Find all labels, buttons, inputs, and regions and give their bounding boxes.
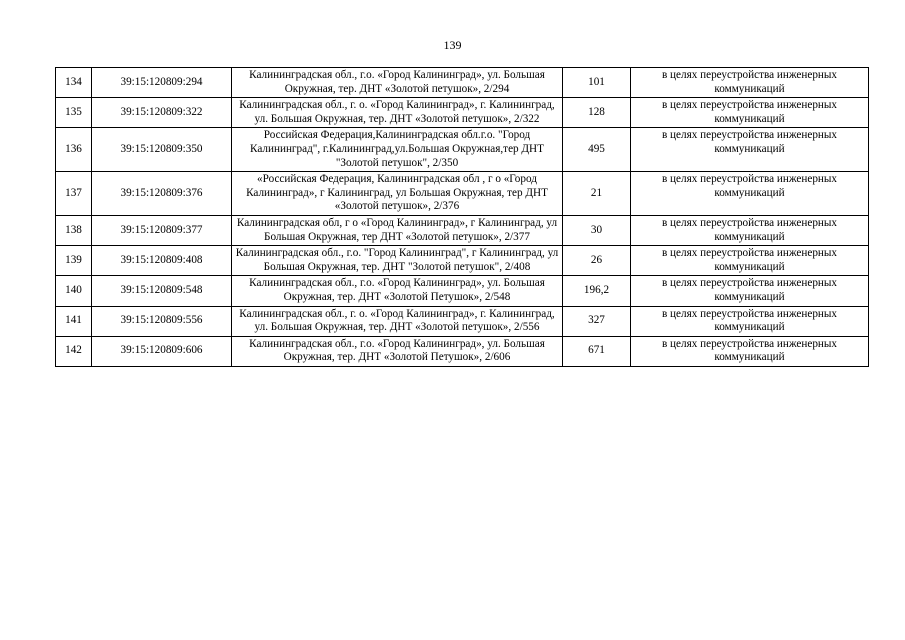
area: 128	[563, 98, 631, 128]
purpose: в целях переустройства инженерных коммуникаций	[631, 68, 869, 98]
area: 196,2	[563, 276, 631, 306]
table-row	[56, 336, 869, 366]
area: 495	[563, 128, 631, 172]
row-number: 136	[56, 128, 92, 172]
purpose: в целях переустройства инженерных коммуникаций	[631, 276, 869, 306]
address: Калининградская обл., г. о. «Город Калининград», г. Калининград, ул. Большая Окружная, тер. ДНТ «Золотой петушок», 2/322	[232, 98, 563, 128]
row-number: 141	[56, 306, 92, 336]
row-number: 139	[56, 246, 92, 276]
table-row	[56, 68, 869, 98]
purpose: в целях переустройства инженерных коммуникаций	[631, 246, 869, 276]
row-number: 137	[56, 172, 92, 216]
area: 21	[563, 172, 631, 216]
purpose: в целях переустройства инженерных коммуникаций	[631, 172, 869, 216]
row-number: 138	[56, 215, 92, 245]
address: Российская Федерация,Калининградская обл.г.о. "Город Калининград", г.Калининград,ул.Большая Окружная,тер ДНТ "Золотой петушок", 2/350	[232, 128, 563, 172]
cadastral-number: 39:15:120809:294	[92, 68, 232, 98]
table-row	[56, 128, 869, 172]
area: 671	[563, 336, 631, 366]
address: Калининградская обл., г.о. «Город Калининград», ул. Большая Окружная, тер. ДНТ «Золотой Петушок», 2/548	[232, 276, 563, 306]
cadastral-number: 39:15:120809:322	[92, 98, 232, 128]
cadastral-number: 39:15:120809:377	[92, 215, 232, 245]
area: 30	[563, 215, 631, 245]
table-row	[56, 276, 869, 306]
table-row	[56, 246, 869, 276]
address: Калининградская обл., г.о. «Город Калининград», ул. Большая Окружная, тер. ДНТ «Золотой Петушок», 2/606	[232, 336, 563, 366]
cadastral-number: 39:15:120809:556	[92, 306, 232, 336]
area: 327	[563, 306, 631, 336]
row-number: 142	[56, 336, 92, 366]
row-number: 134	[56, 68, 92, 98]
cadastral-number: 39:15:120809:548	[92, 276, 232, 306]
area: 101	[563, 68, 631, 98]
address: Калининградская обл, г о «Город Калининград», г Калининград, ул Большая Окружная, тер ДНТ «Золотой петушок», 2/377	[232, 215, 563, 245]
area: 26	[563, 246, 631, 276]
cadastral-number: 39:15:120809:350	[92, 128, 232, 172]
table-row	[56, 215, 869, 245]
address: Калининградская обл., г.о. "Город Калининград", г Калининград, ул Большая Окружная, тер. ДНТ "Золотой петушок", 2/408	[232, 246, 563, 276]
table-row	[56, 98, 869, 128]
address: «Российская Федерация, Калининградская обл , г о «Город Калининград», г Калининград, ул Большая Окружная, тер ДНТ «Золотой петушок», 2/376	[232, 172, 563, 216]
address: Калининградская обл., г. о. «Город Калининград», г. Калининград, ул. Большая Окружная, тер. ДНТ «Золотой петушок», 2/556	[232, 306, 563, 336]
cadastral-number: 39:15:120809:606	[92, 336, 232, 366]
cadastral-number: 39:15:120809:376	[92, 172, 232, 216]
purpose: в целях переустройства инженерных коммуникаций	[631, 306, 869, 336]
table-row	[56, 172, 869, 216]
page-number: 139	[443, 38, 462, 52]
row-number: 140	[56, 276, 92, 306]
address: Калининградская обл., г.о. «Город Калининград», ул. Большая Окружная, тер. ДНТ «Золотой петушок», 2/294	[232, 68, 563, 98]
purpose: в целях переустройства инженерных коммуникаций	[631, 128, 869, 172]
table-row	[56, 306, 869, 336]
purpose: в целях переустройства инженерных коммуникаций	[631, 98, 869, 128]
cadastral-number: 39:15:120809:408	[92, 246, 232, 276]
row-number: 135	[56, 98, 92, 128]
purpose: в целях переустройства инженерных коммуникаций	[631, 336, 869, 366]
purpose: в целях переустройства инженерных коммуникаций	[631, 215, 869, 245]
land-plots-table	[55, 67, 869, 367]
